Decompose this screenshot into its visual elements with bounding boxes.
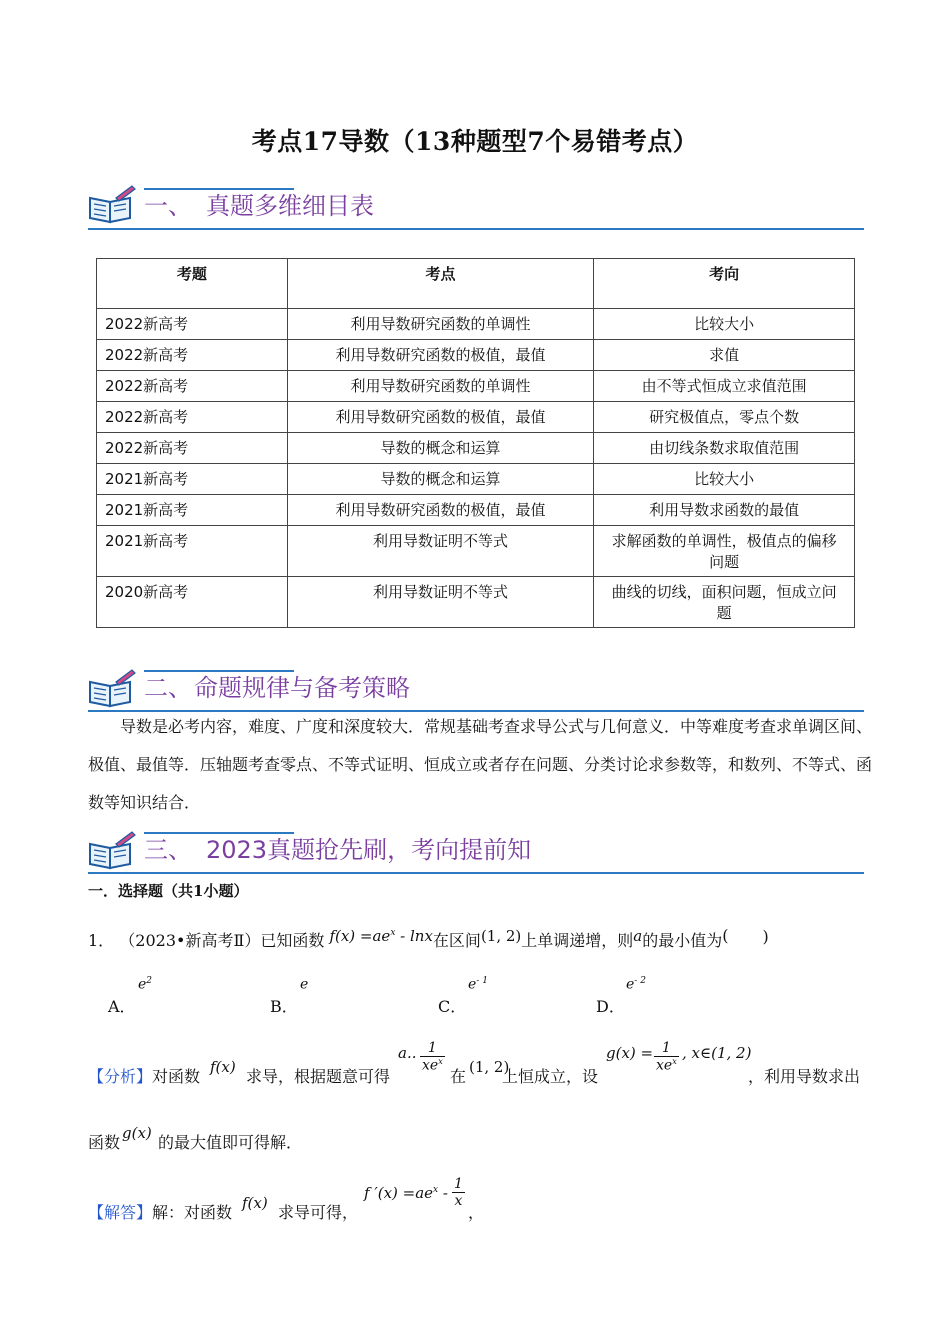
question-stem bbox=[88, 928, 769, 951]
exam-table bbox=[96, 258, 855, 628]
table-row bbox=[97, 464, 855, 495]
derivative-expression: f $'(x) =ae^x$ - bbox=[364, 1184, 448, 1202]
table-cell: 求值 bbox=[594, 340, 855, 371]
book-pen-icon bbox=[86, 184, 138, 224]
function-expression: $f(x) =ae^x - \ln x$ bbox=[329, 927, 433, 945]
table-row bbox=[97, 577, 855, 628]
table-header-cell: 考点 bbox=[287, 259, 594, 309]
fx-expression: f(x) bbox=[242, 1194, 268, 1212]
table-cell: 2022新高考 bbox=[97, 402, 288, 433]
table-row bbox=[97, 526, 855, 577]
option-a[interactable] bbox=[108, 976, 198, 1016]
gx-function: g(x) bbox=[122, 1124, 152, 1142]
table-row bbox=[97, 433, 855, 464]
analysis-line-2 bbox=[88, 1120, 488, 1150]
table-row bbox=[97, 402, 855, 433]
table-header-cell: 考题 bbox=[97, 259, 288, 309]
analysis-line-1 bbox=[88, 1040, 888, 1100]
section-1-number: 一、 bbox=[144, 192, 192, 220]
section-3-number: 三、 bbox=[144, 836, 192, 864]
table-cell: 利用导数证明不等式 bbox=[287, 577, 594, 628]
table-cell: 2022新高考 bbox=[97, 309, 288, 340]
table-cell: 2022新高考 bbox=[97, 340, 288, 371]
table-cell: 利用导数研究函数的单调性 bbox=[287, 371, 594, 402]
answer-tag: 【解答】 bbox=[88, 1203, 153, 1222]
section-3-header bbox=[86, 826, 866, 876]
table-cell: 利用导数研究函数的极值，最值 bbox=[287, 402, 594, 433]
option-c-base: $e^{- 1}$ bbox=[468, 976, 488, 993]
fx-expression: f(x) bbox=[210, 1058, 236, 1076]
section-3-rule bbox=[88, 872, 864, 874]
option-a-label: A． bbox=[108, 997, 136, 1016]
table-cell: 由不等式恒成立求值范围 bbox=[594, 371, 855, 402]
table-cell: 由切线条数求取值范围 bbox=[594, 433, 855, 464]
table-cell: 利用导数证明不等式 bbox=[287, 526, 594, 577]
section-1-rule bbox=[88, 228, 864, 230]
question-text: 在区间 bbox=[432, 931, 481, 950]
question-source: （2023•新高考Ⅱ） bbox=[119, 931, 261, 950]
table-cell: 2021新高考 bbox=[97, 526, 288, 577]
option-b[interactable] bbox=[270, 976, 360, 1016]
analysis-text: 在 bbox=[450, 1067, 467, 1086]
section-1-header bbox=[86, 182, 866, 232]
table-cell: 2022新高考 bbox=[97, 371, 288, 402]
answer-text: ， bbox=[468, 1203, 485, 1222]
table-cell: 研究极值点，零点个数 bbox=[594, 402, 855, 433]
section-2-number: 二、 bbox=[144, 674, 192, 702]
analysis-text: 上恒成立，设 bbox=[502, 1067, 599, 1086]
table-cell: 导数的概念和运算 bbox=[287, 433, 594, 464]
option-b-base: e bbox=[300, 976, 309, 993]
question-type: 一．选择题（共1小题） bbox=[88, 882, 249, 900]
option-d-base: $e^{- 2}$ bbox=[626, 976, 646, 993]
table-row bbox=[97, 309, 855, 340]
answer-paren-open: ( bbox=[722, 926, 729, 945]
section-1-title: 真题多维细目表 bbox=[206, 192, 374, 220]
table-cell: 利用导数研究函数的单调性 bbox=[287, 309, 594, 340]
option-c[interactable] bbox=[438, 976, 528, 1016]
option-b-label: B． bbox=[270, 997, 298, 1016]
answer-text: 求导可得， bbox=[278, 1203, 359, 1222]
section-2-header bbox=[86, 664, 866, 714]
table-cell: 2022新高考 bbox=[97, 433, 288, 464]
table-cell: 2021新高考 bbox=[97, 495, 288, 526]
strategy-paragraph: 导数是必考内容，难度、广度和深度较大．常规基础考查求导公式与几何意义．中等难度考查求单调区间、极值、最值等．压轴题考查零点、不等式证明、恒成立或者存在问题、分类讨论求参数等，和数列、不等式、函数等知识结合． bbox=[88, 717, 873, 812]
table-cell: 比较大小 bbox=[594, 464, 855, 495]
interval: (1, 2) bbox=[469, 1058, 510, 1076]
answer-paren-close: ) bbox=[762, 927, 769, 946]
analysis-tag: 【分析】 bbox=[88, 1067, 153, 1086]
book-pen-icon bbox=[86, 830, 138, 870]
option-a-base: $e^2$ bbox=[138, 976, 153, 993]
ineq-lhs: a.. bbox=[398, 1044, 417, 1062]
question-text: 上单调递增，则 bbox=[521, 931, 634, 950]
analysis-text: ，利用导数求出 bbox=[748, 1067, 861, 1086]
analysis-text: 对函数 bbox=[152, 1067, 201, 1086]
table-row bbox=[97, 371, 855, 402]
answer-text: 解：对函数 bbox=[152, 1203, 233, 1222]
question-text: 已知函数 bbox=[260, 931, 325, 950]
fraction-1-over-x: $\frac{1}{x}$ bbox=[454, 1176, 463, 1209]
question-number: 1． bbox=[88, 931, 115, 950]
book-pen-icon bbox=[86, 668, 138, 708]
interval: (1, 2) bbox=[480, 927, 522, 945]
table-cell: 2021新高考 bbox=[97, 464, 288, 495]
table-row bbox=[97, 495, 855, 526]
analysis-text: 求导，根据题意可得 bbox=[246, 1067, 391, 1086]
option-c-label: C． bbox=[438, 997, 467, 1016]
table-header-row bbox=[97, 259, 855, 309]
table-cell: 利用导数研究函数的极值，最值 bbox=[287, 495, 594, 526]
table-cell: 导数的概念和运算 bbox=[287, 464, 594, 495]
fraction-1-over-xex: 1 $xe^x$ bbox=[422, 1040, 443, 1074]
table-cell: 2020新高考 bbox=[97, 577, 288, 628]
gx-expression: g(x) = bbox=[606, 1044, 654, 1062]
page-title: 考点17导数（13种题型7个易错考点） bbox=[251, 127, 699, 156]
question-text: 的最小值为 bbox=[642, 931, 723, 950]
option-d-label: D． bbox=[596, 997, 625, 1016]
table-header-cell: 考向 bbox=[594, 259, 855, 309]
answer-line bbox=[88, 1172, 588, 1222]
table-cell: 利用导数求函数的最值 bbox=[594, 495, 855, 526]
option-d[interactable] bbox=[596, 976, 686, 1016]
table-cell: 求解函数的单调性，极值点的偏移问题 bbox=[594, 526, 855, 577]
table-cell: 比较大小 bbox=[594, 309, 855, 340]
analysis-text: 函数 bbox=[88, 1133, 121, 1152]
section-3-title: 2023真题抢先刷，考向提前知 bbox=[206, 836, 532, 864]
section-2-title: 命题规律与备考策略 bbox=[194, 674, 410, 702]
analysis-text: 的最大值即可得解． bbox=[158, 1133, 303, 1152]
fraction-1-over-xex: 1 $xe^x$ bbox=[656, 1040, 677, 1074]
table-row bbox=[97, 340, 855, 371]
table-cell: 利用导数研究函数的极值，最值 bbox=[287, 340, 594, 371]
table-cell: 曲线的切线，面积问题，恒成立问题 bbox=[594, 577, 855, 628]
gx-domain: , x∈(1, 2) bbox=[682, 1044, 752, 1062]
variable-a: a bbox=[633, 927, 643, 945]
